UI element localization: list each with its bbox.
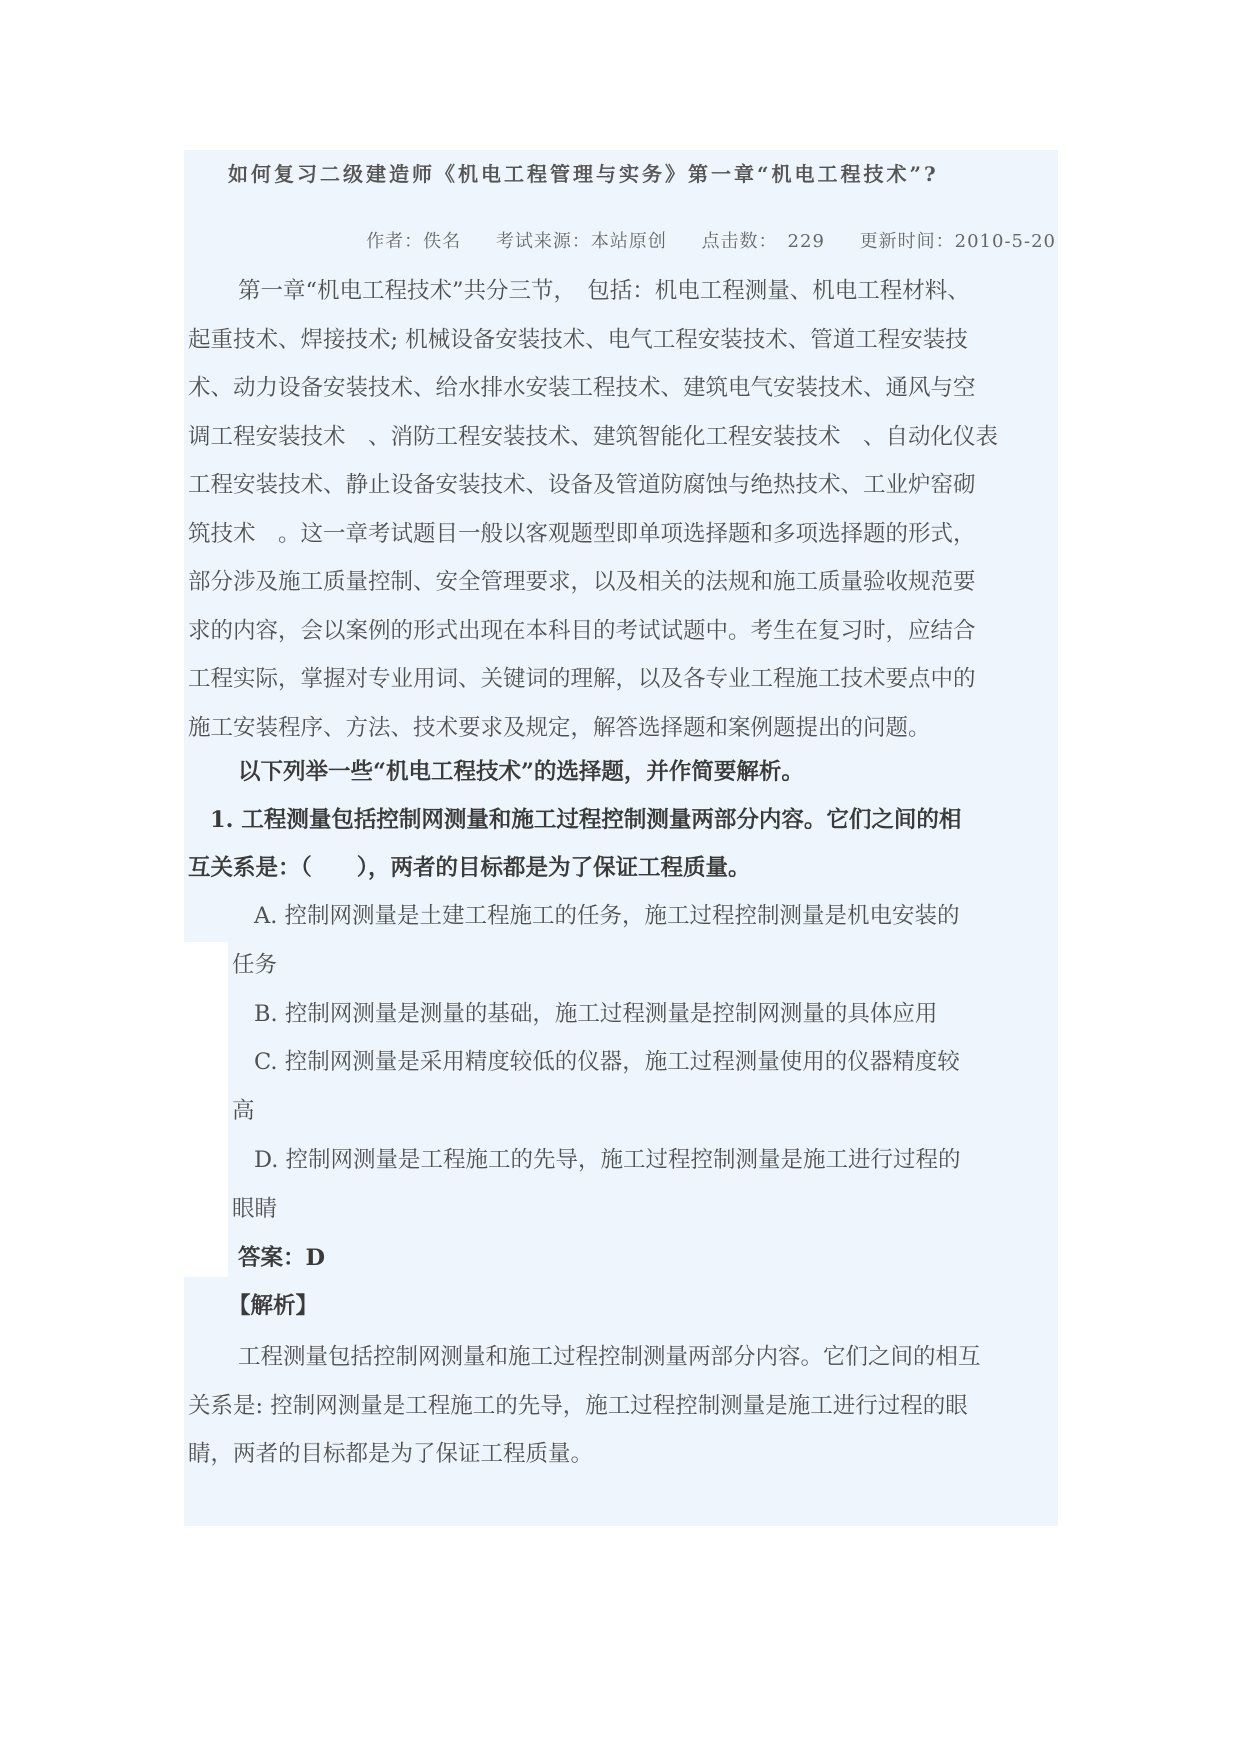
intro-line: 求的内容，会以案例的形式出现在本科目的考试试题中。考生在复习时，应结合 bbox=[188, 617, 976, 644]
update-time: 更新时间：2010-5-20 bbox=[859, 231, 1056, 252]
intro-line: 调工程安装技术 、消防工程安装技术、建筑智能化工程安装技术 、自动化仪表 bbox=[188, 423, 999, 450]
lead-in: 以下列举一些“机电工程技术”的选择题，并作简要解析。 bbox=[238, 759, 804, 785]
margin-gap bbox=[184, 942, 228, 1277]
intro-line: 第一章“机电工程技术”共分三节， 包括：机电工程测量、机电工程材料、 bbox=[238, 278, 970, 304]
intro-line: 筑技术 。这一章考试题目一般以客观题型即单项选择题和多项选择题的形式， bbox=[188, 520, 976, 547]
answer: 答案：D bbox=[238, 1245, 326, 1271]
intro-line: 工程实际，掌握对专业用词、关键词的理解，以及各专业工程施工技术要点中的 bbox=[188, 666, 976, 692]
intro-line: 部分涉及施工质量控制、安全管理要求，以及相关的法规和施工质量验收规范要 bbox=[188, 569, 976, 595]
analysis-heading: 【解析】 bbox=[228, 1293, 319, 1319]
intro-paragraph bbox=[188, 267, 1068, 752]
analysis-line: 关系是: 控制网测量是工程施工的先导，施工过程控制测量是施工进行过程的眼 bbox=[188, 1392, 968, 1419]
option-c: C. 控制网测量是采用精度较低的仪器，施工过程测量使用的仪器精度较 高 bbox=[232, 1049, 960, 1124]
intro-line: 术、动力设备安装技术、给水排水安装工程技术、建筑电气安装技术、通风与空 bbox=[188, 375, 976, 401]
question-line-2: 互关系是：（ ），两者的目标都是为了保证工程质量。 bbox=[188, 855, 751, 881]
option-d: D. 控制网测量是工程施工的先导，施工过程控制测量是施工进行过程的 眼睛 bbox=[232, 1147, 961, 1222]
article-meta bbox=[366, 228, 1056, 256]
intro-line: 工程安装技术、静止设备安装技术、设备及管道防腐蚀与绝热技术、工业炉窑砌 bbox=[188, 472, 976, 498]
analysis-line: 睛，两者的目标都是为了保证工程质量。 bbox=[188, 1441, 594, 1467]
intro-line: 施工安装程序、方法、技术要求及规定，解答选择题和案例题提出的问题。 bbox=[188, 714, 931, 741]
source-label: 考试来源：本站原创 bbox=[495, 231, 667, 252]
author-label: 作者：佚名 bbox=[366, 231, 462, 252]
intro-line: 起重技术、焊接技术; 机械设备安装技术、电气工程安装技术、管道工程安装技 bbox=[188, 326, 968, 353]
article-panel bbox=[184, 150, 1058, 1526]
analysis-paragraph bbox=[188, 1333, 1068, 1479]
question-line-1: 1. 工程测量包括控制网测量和施工过程控制测量两部分内容。它们之间的相 bbox=[210, 807, 962, 833]
article-title: 如何复习二级建造师《机电工程管理与实务》第一章“机电工程技术”? bbox=[228, 162, 939, 186]
click-count: 点击数： 229 bbox=[701, 231, 825, 252]
analysis-line: 工程测量包括控制网测量和施工过程控制测量两部分内容。它们之间的相互 bbox=[238, 1344, 981, 1370]
option-b: B. 控制网测量是测量的基础，施工过程测量是控制网测量的具体应用 bbox=[254, 1001, 938, 1027]
option-a: A. 控制网测量是土建工程施工的任务，施工过程控制测量是机电安装的 任务 bbox=[232, 903, 960, 978]
